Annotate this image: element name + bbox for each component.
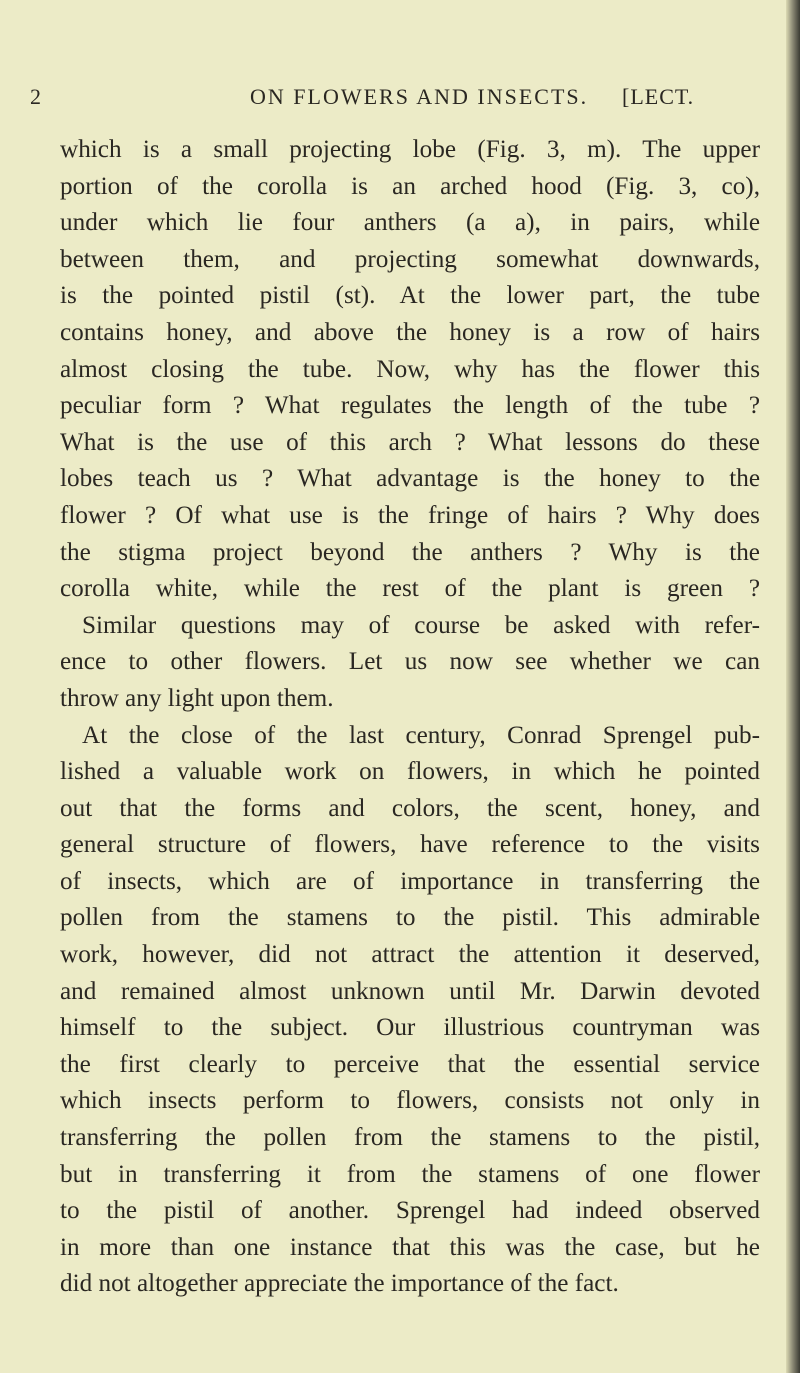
text-line: in more than one instance that this was the case, but he <box>60 1233 760 1261</box>
text-line: to the pistil of another. Sprengel had indeed observed <box>60 1197 760 1225</box>
text-line: himself to the subject. Our illustrious countryman was <box>60 1014 760 1042</box>
text-line: Similar questions may of course be asked with refer- <box>82 611 760 639</box>
text-line: lished a valuable work on flowers, in which he pointed <box>60 758 760 786</box>
text-line: which is a small projecting lobe (Fig. 3, m). The upper <box>60 136 760 163</box>
text-line: but in transferring it from the stamens of one flower <box>60 1160 760 1188</box>
text-line: At the close of the last century, Conrad Sprengel pub- <box>82 721 760 749</box>
text-line: of insects, which are of importance in transferring the <box>60 867 760 895</box>
text-line: out that the forms and colors, the scent, honey, and <box>60 794 760 822</box>
text-line: lobes teach us ? What advantage is the honey to the <box>60 465 760 493</box>
section-label-text: [LECT. <box>622 84 695 109</box>
section-label <box>622 84 694 110</box>
page-number: 2 <box>30 84 43 109</box>
text-line: flower ? Of what use is the fringe of hairs ? Why does <box>60 501 760 529</box>
text-line: general structure of flowers, have reference to the visits <box>60 831 760 859</box>
text-line: did not altogether appreciate the importance of the fact. <box>60 1270 619 1298</box>
page-header <box>30 84 740 118</box>
text-line: the stigma project beyond the anthers ? Why is the <box>60 538 760 566</box>
text-line: almost closing the tube. Now, why has the flower this <box>60 355 760 383</box>
page-edge-shadow <box>786 0 800 1373</box>
text-line: contains honey, and above the honey is a row of hairs <box>60 318 760 346</box>
text-line: pollen from the stamens to the pistil. This admirable <box>60 904 760 932</box>
text-line: the first clearly to perceive that the essential service <box>60 1050 760 1078</box>
text-line: is the pointed pistil (st). At the lower part, the tube <box>60 282 760 310</box>
body-text <box>60 132 760 1303</box>
text-line: ence to other flowers. Let us now see whether we can <box>60 648 760 676</box>
text-line: between them, and projecting somewhat downwards, <box>60 245 760 273</box>
text-line: which insects perform to flowers, consists not only in <box>60 1087 760 1115</box>
text-line: peculiar form ? What regulates the length of the tube ? <box>60 392 760 420</box>
text-line: What is the use of this arch ? What lessons do these <box>60 428 760 456</box>
text-line: work, however, did not attract the attention it deserved, <box>60 941 760 969</box>
running-head: ON FLOWERS AND INSECTS. <box>250 84 589 109</box>
text-line: and remained almost unknown until Mr. Darwin devoted <box>60 977 760 1005</box>
text-line: under which lie four anthers (a a), in pairs, while <box>60 209 760 237</box>
text-line: corolla white, while the rest of the plant is green ? <box>60 575 760 603</box>
text-line: transferring the pollen from the stamens to the pistil, <box>60 1124 760 1152</box>
text-line: throw any light upon them. <box>60 684 334 712</box>
text-line: portion of the corolla is an arched hood (Fig. 3, co), <box>60 172 760 200</box>
